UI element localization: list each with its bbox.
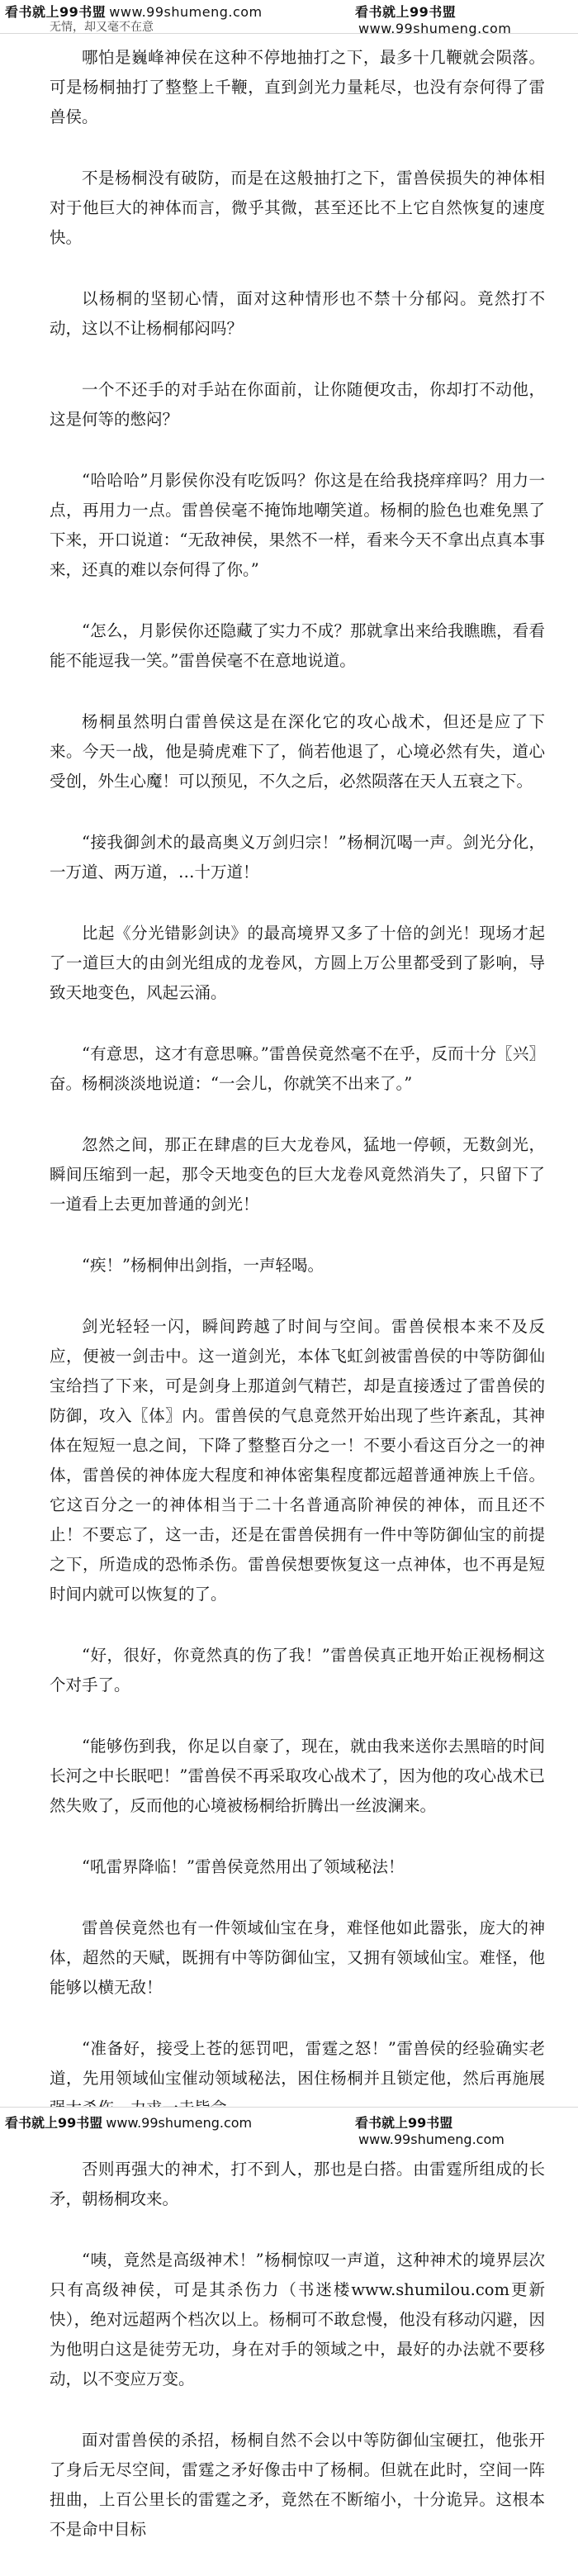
paragraph: 不是杨桐没有破防，而是在这般抽打之下，雷兽侯损失的神体相对于他巨大的神体而言，微乎其微，甚至还比不上它自然恢复的速度快。 [50,169,545,247]
paragraph: “吼雷界降临！”雷兽侯竟然用出了领域秘法！ [82,1857,405,1876]
site-url-link-right[interactable]: www.99shumeng.com [358,21,512,36]
paragraph: 剑光轻轻一闪，瞬间跨越了时间与空间。雷兽侯根本来不及反应，便被一剑击中。这一道剑光，本体飞虹剑被雷兽侯的中等防御仙宝给挡了下来，可是剑身上那道剑气精芒，却是直接透过了雷兽侯的防御，攻入〖体〗内。雷兽侯的气息竟然开始出现了些许紊乱，其神体在短短一息之间，下降了整整百分之一！不要小看这百分之一的神体，雷兽侯的神体庞大程度和神体密集程度都远超普通神族上千倍。它这百分之一的神体相当于二十名普通高阶神侯的神体，而且还不止！不要忘了，这一击，还是在雷兽侯拥有一件中等防御仙宝的前提之下，所造成的恐怖杀伤。雷兽侯想要恢复这一点神体，也不再是短时间内就可以恢复的了。 [50,1317,545,1604]
paragraph: 哪怕是巍峰神侯在这种不停地抽打之下，最多十几鞭就会陨落。可是杨桐抽打了整整上千鞭，直到剑光力量耗尽，也没有奈何得了雷兽侯。 [50,48,545,126]
footer-brand-left[interactable] [5,2113,252,2132]
paragraph: 一个不还手的对手站在你面前，让你随便攻击，你却打不动他，这是何等的憋闷？ [50,380,545,429]
paragraph: 忽然之间，那正在肆虐的巨大龙卷风，猛地一停顿，无数剑光，瞬间压缩到一起，那令天地变色的巨大龙卷风竟然消失了，只留下了一道看上去更加普通的剑光！ [50,1135,545,1214]
cut-off-text-line: 无情，却又毫不在意 [50,21,154,34]
footer-site-name: 看书就上99书盟 [5,2115,103,2131]
site-url-link[interactable]: www.99shumeng.com [109,4,263,20]
bottom-banner [0,2107,578,2147]
paragraph: 杨桐虽然明白雷兽侯这是在深化它的攻心战术，但还是应了下来。今天一战，他是骑虎难下了，倘若他退了，心境必然有失，道心受创，外生心魔！可以预见，不久之后，必然陨落在天人五衰之下。 [50,712,545,791]
paragraph: “好，很好，你竟然真的伤了我！”雷兽侯真正地开始正视杨桐这个对手了。 [50,1646,545,1694]
footer-site-name-right: 看书就上99书盟 [355,2115,453,2131]
paragraph: 雷兽侯竟然也有一件领域仙宝在身，难怪他如此嚣张，庞大的神体，超然的天赋，既拥有中等防御仙宝，又拥有领域仙宝。难怪，他能够以横无敌！ [50,1918,545,1997]
footer-brand-right[interactable] [355,2113,578,2147]
chapter-body [50,43,545,2576]
paragraph: “疾！”杨桐伸出剑指，一声轻喝。 [82,1256,324,1275]
paragraph: “怎么，月影侯你还隐藏了实力不成？那就拿出来给我瞧瞧，看看能不能逗我一笑。”雷兽侯毫不在意地说道。 [50,621,545,670]
paragraph: 否则再强大的神术，打不到人，那也是白搭。由雷霆所组成的长矛，朝杨桐攻来。 [50,2160,545,2208]
paragraph: “接我御剑术的最高奥义万剑归宗！”杨桐沉喝一声。剑光分化，一万道、两万道，…十万道！ [50,833,545,882]
paragraph: “有意思，这才有意思嘛。”雷兽侯竟然毫不在乎，反而十分〖兴〗奋。杨桐淡淡地说道：“一会儿，你就笑不出来了。” [50,1044,545,1093]
top-banner [0,0,578,34]
footer-site-url-link[interactable]: www.99shumeng.com [106,2115,253,2131]
paragraph: 比起《分光错影剑诀》的最高境界又多了十倍的剑光！现场才起了一道巨大的由剑光组成的龙卷风，方圆上万公里都受到了影响，导致天地变色，风起云涌。 [50,924,545,1002]
footer-site-url-link-right[interactable]: www.99shumeng.com [358,2132,505,2147]
site-name: 看书就上99书盟 [5,4,107,20]
paragraph: “咦，竟然是高级神术！”杨桐惊叹一声道，这种神术的境界层次只有高级神侯，可是其杀伤力（书迷楼www.shumilou.com更新快），绝对远超两个档次以上。杨桐可不敢怠慢，他没有移动闪避，因为他明白这是徒劳无功，身在对手的领域之中，最好的办法就不要移动，以不变应万变。 [50,2250,545,2388]
paragraph: 面对雷兽侯的杀招，杨桐自然不会以中等防御仙宝硬扛，他张开了身后无尽空间，雷霆之矛好像击中了杨桐。但就在此时，空间一阵扭曲，上百公里长的雷霆之矛，竟然在不断缩小，十分诡异。这根本不是命中目标 [50,2431,545,2539]
paragraph: “哈哈哈”月影侯你没有吃饭吗？你这是在给我挠痒痒吗？用力一点，再用力一点。雷兽侯毫不掩饰地嘲笑道。杨桐的脸色也难免黑了下来，开口说道：“无敌神侯，果然不一样，看来今天不拿出点真本事来，还真的难以奈何得了你。” [50,471,545,579]
paragraph: “能够伤到我，你足以自豪了，现在，就由我来送你去黑暗的时间长河之中长眠吧！”雷兽侯不再采取攻心战术了，因为他的攻心战术已然失败了，反而他的心境被杨桐给折腾出一丝波澜来。 [50,1737,545,1815]
paragraph: “准备好，接受上苍的惩罚吧，雷霆之怒！”雷兽侯的经验确实老道，先用领域仙宝催动领域秘法，困住杨桐并且锁定他，然后再施展 [50,2039,545,2088]
site-brand-right[interactable] [355,2,578,36]
paragraph: 以杨桐的坚韧心情，面对这种情形也不禁十分郁闷。竟然打不动，这以不让杨桐郁闷吗？ [50,289,545,338]
site-name-right: 看书就上99书盟 [355,4,457,20]
